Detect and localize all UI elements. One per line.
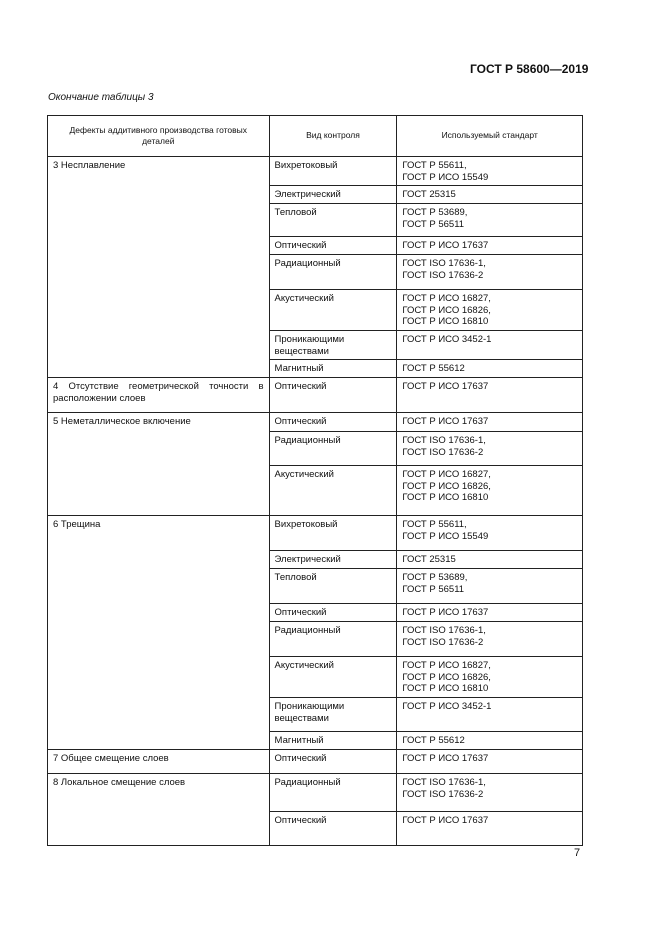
method-cell: Тепловой xyxy=(269,204,397,237)
method-cell: Оптический xyxy=(269,604,397,622)
standard-cell: ГОСТ ISO 17636-1, ГОСТ ISO 17636-2 xyxy=(397,774,583,812)
standard-cell: ГОСТ Р ИСО 17637 xyxy=(397,812,583,846)
document-code: ГОСТ Р 58600—2019 xyxy=(470,62,589,76)
standard-cell: ГОСТ Р 53689, ГОСТ Р 56511 xyxy=(397,569,583,604)
method-cell: Оптический xyxy=(269,812,397,846)
method-cell: Радиационный xyxy=(269,774,397,812)
header-defects: Дефекты аддитивного производства готовых деталей xyxy=(48,116,270,157)
standard-cell: ГОСТ Р ИСО 17637 xyxy=(397,750,583,774)
method-cell: Электрический xyxy=(269,551,397,569)
defect-cell: 3 Несплавление xyxy=(48,157,270,378)
standard-cell: ГОСТ ISO 17636-1, ГОСТ ISO 17636-2 xyxy=(397,255,583,290)
standard-cell: ГОСТ Р 55611, ГОСТ Р ИСО 15549 xyxy=(397,516,583,551)
method-cell: Оптический xyxy=(269,237,397,255)
method-cell: Акустический xyxy=(269,466,397,516)
method-cell: Радиационный xyxy=(269,255,397,290)
standard-cell: ГОСТ ISO 17636-1, ГОСТ ISO 17636-2 xyxy=(397,432,583,466)
standard-cell: ГОСТ Р ИСО 17637 xyxy=(397,378,583,413)
table-row xyxy=(48,413,583,432)
standard-cell: ГОСТ 25315 xyxy=(397,551,583,569)
method-cell: Оптический xyxy=(269,378,397,413)
standard-cell: ГОСТ Р ИСО 16827, ГОСТ Р ИСО 16826, ГОСТ Р ИСО 16810 xyxy=(397,290,583,331)
method-cell: Магнитный xyxy=(269,360,397,378)
table-header-row xyxy=(48,116,583,157)
table-row xyxy=(48,750,583,774)
method-cell: Акустический xyxy=(269,290,397,331)
table-row xyxy=(48,157,583,186)
method-cell: Магнитный xyxy=(269,732,397,750)
standard-cell: ГОСТ Р ИСО 17637 xyxy=(397,604,583,622)
standard-cell: ГОСТ Р ИСО 16827, ГОСТ Р ИСО 16826, ГОСТ Р ИСО 16810 xyxy=(397,657,583,698)
standard-cell: ГОСТ Р 55611, ГОСТ Р ИСО 15549 xyxy=(397,157,583,186)
defect-cell: 8 Локальное смещение слоев xyxy=(48,774,270,846)
method-cell: Радиационный xyxy=(269,622,397,657)
standard-cell: ГОСТ 25315 xyxy=(397,186,583,204)
standard-cell: ГОСТ Р ИСО 3452-1 xyxy=(397,698,583,732)
method-cell: Электрический xyxy=(269,186,397,204)
method-cell: Проникающими веществами xyxy=(269,698,397,732)
header-standard: Используемый стандарт xyxy=(397,116,583,157)
table-caption: Окончание таблицы 3 xyxy=(48,92,154,103)
standard-cell: ГОСТ Р ИСО 3452-1 xyxy=(397,331,583,360)
page-number: 7 xyxy=(574,847,581,859)
standard-cell: ГОСТ Р 55612 xyxy=(397,732,583,750)
method-cell: Проникающими веществами xyxy=(269,331,397,360)
standard-cell: ГОСТ Р 53689, ГОСТ Р 56511 xyxy=(397,204,583,237)
standard-cell: ГОСТ Р 55612 xyxy=(397,360,583,378)
method-cell: Акустический xyxy=(269,657,397,698)
method-cell: Вихретоковый xyxy=(269,516,397,551)
defect-cell: 6 Трещина xyxy=(48,516,270,750)
standard-cell: ГОСТ Р ИСО 16827, ГОСТ Р ИСО 16826, ГОСТ Р ИСО 16810 xyxy=(397,466,583,516)
standard-cell: ГОСТ ISO 17636-1, ГОСТ ISO 17636-2 xyxy=(397,622,583,657)
table-body xyxy=(48,157,583,846)
method-cell: Вихретоковый xyxy=(269,157,397,186)
defect-cell: 4 Отсутствие геометрической точности в расположении слоев xyxy=(48,378,270,413)
header-method: Вид контроля xyxy=(269,116,397,157)
method-cell: Оптический xyxy=(269,413,397,432)
standard-cell: ГОСТ Р ИСО 17637 xyxy=(397,237,583,255)
standards-table xyxy=(47,115,583,846)
table-row xyxy=(48,516,583,551)
method-cell: Оптический xyxy=(269,750,397,774)
standard-cell: ГОСТ Р ИСО 17637 xyxy=(397,413,583,432)
defect-cell: 7 Общее смещение слоев xyxy=(48,750,270,774)
method-cell: Радиационный xyxy=(269,432,397,466)
table-row xyxy=(48,774,583,812)
method-cell: Тепловой xyxy=(269,569,397,604)
defect-cell: 5 Неметаллическое включение xyxy=(48,413,270,516)
table-row xyxy=(48,378,583,413)
